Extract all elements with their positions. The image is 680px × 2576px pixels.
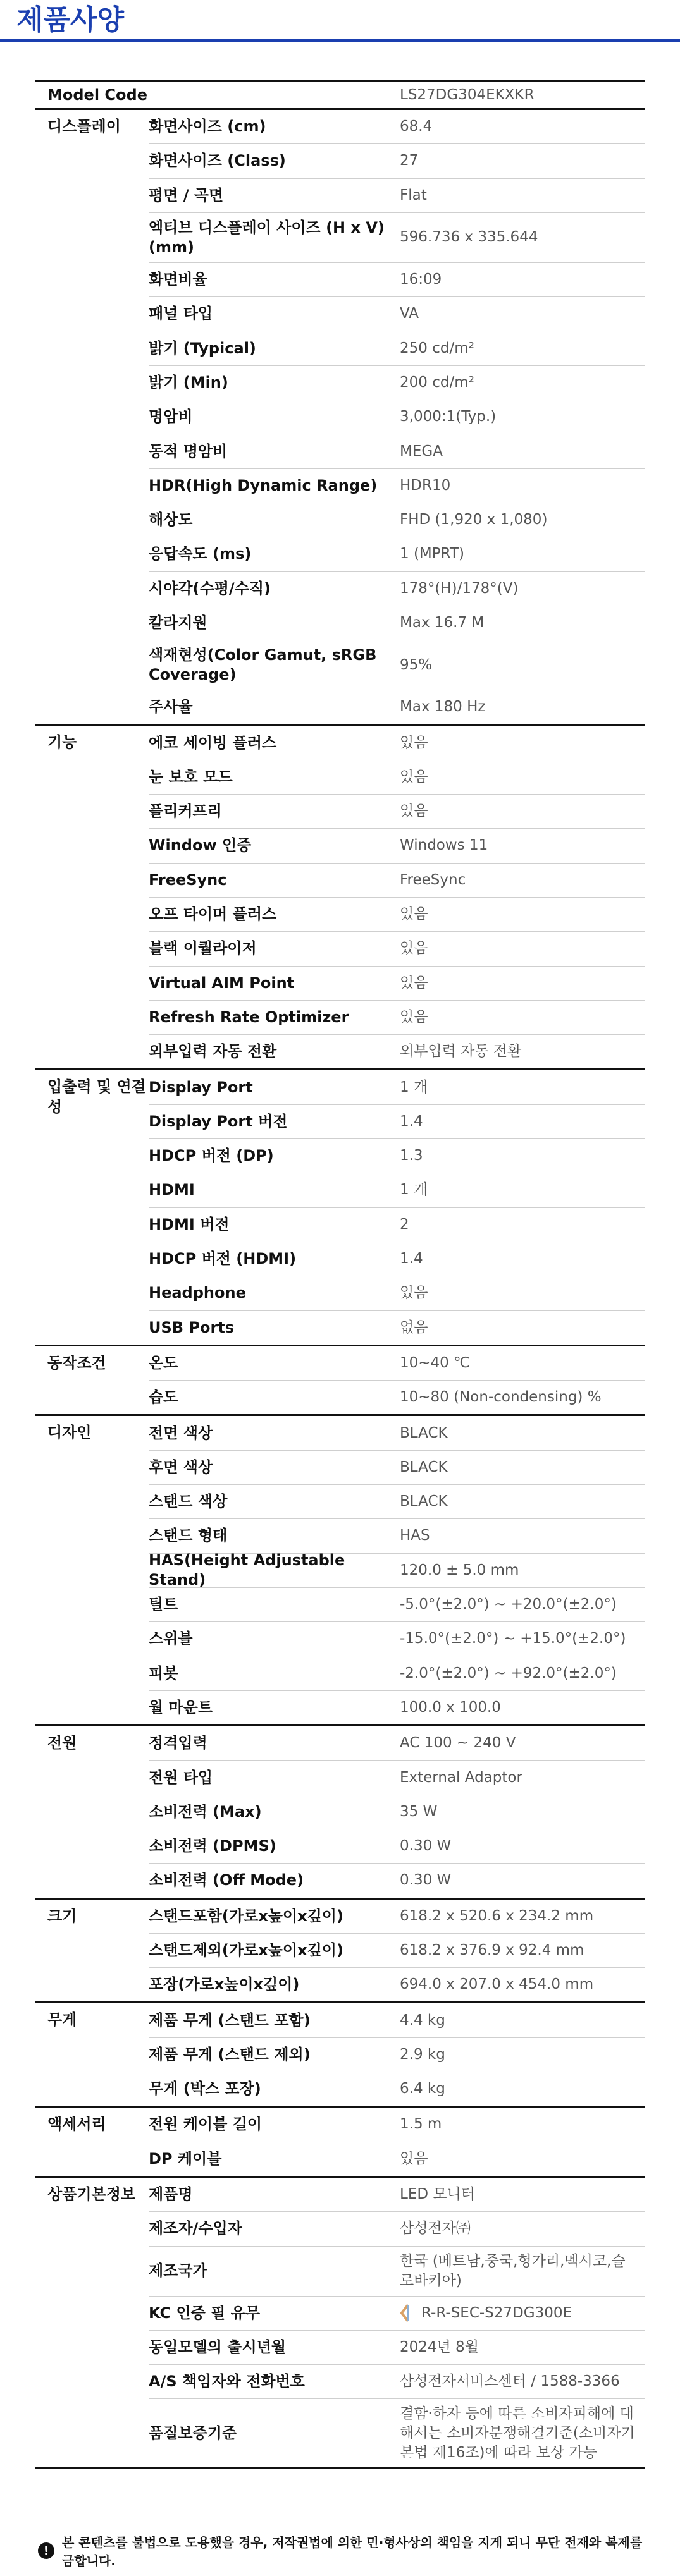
title-divider — [0, 39, 680, 42]
spec-value: 없음 — [400, 1319, 428, 1336]
spec-label: 해상도 — [149, 511, 193, 529]
spec-group — [35, 108, 645, 724]
spec-label: 화면사이즈 (cm) — [149, 118, 266, 136]
model-code-label: Model Code — [47, 86, 147, 104]
spec-value: -2.0°(±2.0°) ~ +92.0°(±2.0°) — [400, 1664, 617, 1682]
spec-row — [149, 828, 645, 862]
spec-value: 100.0 x 100.0 — [400, 1699, 501, 1716]
spec-value: 있음 — [400, 1008, 428, 1025]
page-title: 제품사양 — [16, 4, 125, 36]
spec-value: 있음 — [400, 768, 428, 785]
spec-value: BLACK — [400, 1424, 448, 1441]
spec-label: 월 마운트 — [149, 1698, 213, 1716]
spec-value: 6.4 kg — [400, 2080, 445, 2097]
spec-value: 2 — [400, 1216, 409, 1233]
spec-value: 1 개 — [400, 1181, 428, 1199]
spec-row — [149, 2296, 645, 2330]
spec-value: 2024년 8월 — [400, 2338, 479, 2355]
spec-category: 디스플레이 — [47, 118, 121, 135]
spec-group — [35, 1898, 645, 2002]
spec-row — [149, 2108, 645, 2141]
spec-group — [35, 1414, 645, 1724]
spec-row — [149, 571, 645, 606]
spec-category: 동작조건 — [47, 1353, 106, 1372]
spec-row — [149, 1656, 645, 1690]
spec-label: 제품명 — [149, 2185, 193, 2204]
spec-row — [149, 1933, 645, 1967]
spec-row — [149, 1173, 645, 1207]
copyright-notice — [38, 2532, 658, 2569]
model-code-row — [35, 80, 645, 108]
spec-row — [149, 2398, 645, 2467]
spec-value: 120.0 ± 5.0 mm — [400, 1561, 519, 1578]
spec-label: Virtual AIM Point — [149, 974, 295, 992]
spec-value: 삼성전자㈜ — [400, 2220, 471, 2237]
spec-label: 습도 — [149, 1388, 178, 1407]
spec-label: 스탠드제외(가로x높이x깊이) — [149, 1941, 343, 1959]
spec-label: KC 인증 필 유무 — [149, 2304, 261, 2322]
spec-value: Max 180 Hz — [400, 699, 486, 716]
spec-label: 명암비 — [149, 408, 193, 426]
spec-row — [149, 331, 645, 365]
spec-label: Headphone — [149, 1284, 246, 1302]
spec-row — [149, 1207, 645, 1242]
spec-row — [149, 1760, 645, 1794]
spec-value: HAS — [400, 1527, 430, 1544]
spec-value: External Adaptor — [400, 1769, 522, 1786]
spec-row — [149, 966, 645, 1000]
spec-label: 온도 — [149, 1353, 178, 1372]
spec-value: 있음 — [400, 1285, 428, 1302]
spec-label: 소비전력 (DPMS) — [149, 1837, 276, 1855]
spec-row — [149, 1416, 645, 1450]
spec-label: FreeSync — [149, 870, 227, 889]
spec-value: 1.3 — [400, 1147, 423, 1164]
spec-value: 있음 — [400, 906, 428, 923]
spec-label: 피봇 — [149, 1664, 178, 1682]
spec-value: 있음 — [400, 974, 428, 991]
spec-label: A/S 책임자와 전화번호 — [149, 2372, 305, 2391]
spec-label: HDCP 버전 (DP) — [149, 1147, 274, 1165]
spec-row — [149, 468, 645, 503]
spec-row — [149, 1967, 645, 2001]
spec-label: 스탠드 색상 — [149, 1492, 228, 1511]
spec-label: 플리커프리 — [149, 802, 222, 821]
spec-label: HDMI 버전 — [149, 1215, 230, 1233]
spec-value: 외부입력 자동 전환 — [400, 1043, 522, 1060]
spec-value: 3,000:1(Typ.) — [400, 408, 497, 425]
spec-label: 제조국가 — [149, 2262, 207, 2280]
spec-label: USB Ports — [149, 1318, 235, 1336]
spec-label: 시야각(수평/수직) — [149, 579, 271, 597]
spec-label: 포장(가로x높이x깊이) — [149, 1975, 300, 1994]
spec-label: HDCP 버전 (HDMI) — [149, 1250, 297, 1268]
spec-row — [149, 503, 645, 537]
spec-row — [149, 400, 645, 434]
spec-value: 95% — [400, 656, 433, 673]
spec-value: 596.736 x 335.644 — [400, 229, 538, 246]
spec-label: 외부입력 자동 전환 — [149, 1042, 277, 1061]
spec-value: 1 개 — [400, 1078, 428, 1096]
spec-value: 618.2 x 376.9 x 92.4 mm — [400, 1941, 584, 1958]
spec-row — [149, 931, 645, 965]
spec-row — [149, 1242, 645, 1276]
spec-row — [149, 1484, 645, 1518]
spec-row — [149, 1138, 645, 1173]
spec-label: 평면 / 곡면 — [149, 186, 224, 204]
spec-value: 1 (MPRT) — [400, 546, 464, 563]
spec-row — [149, 2211, 645, 2245]
spec-label: 엑티브 디스플레이 사이즈 (H x V) (mm) — [149, 218, 385, 256]
spec-label: 전원 타입 — [149, 1768, 213, 1786]
spec-group — [35, 1724, 645, 1897]
spec-row — [149, 143, 645, 178]
spec-label: 에코 세이빙 플러스 — [149, 733, 277, 752]
spec-row — [149, 1726, 645, 1760]
spec-category: 무게 — [47, 2011, 77, 2029]
spec-label: Window 인증 — [149, 836, 252, 855]
spec-label: 스위블 — [149, 1630, 193, 1648]
spec-row — [149, 2178, 645, 2211]
spec-row — [149, 726, 645, 759]
spec-label: 밝기 (Typical) — [149, 339, 256, 357]
spec-label: 응답속도 (ms) — [149, 545, 252, 563]
spec-label: 동일모델의 출시년월 — [149, 2338, 287, 2356]
spec-group — [35, 1345, 645, 1415]
spec-row — [149, 1795, 645, 1829]
spec-value: 35 W — [400, 1803, 438, 1820]
spec-row — [149, 863, 645, 897]
spec-label: 전원 케이블 길이 — [149, 2115, 262, 2133]
spec-value: AC 100 ~ 240 V — [400, 1735, 516, 1752]
spec-row — [149, 1070, 645, 1104]
model-code-value: LS27DG304EKXKR — [400, 87, 535, 103]
spec-label: 전면 색상 — [149, 1424, 213, 1442]
spec-label: Display Port 버전 — [149, 1112, 288, 1130]
spec-row — [149, 1621, 645, 1656]
spec-row — [149, 2003, 645, 2037]
spec-table — [35, 80, 645, 2469]
spec-value: Windows 11 — [400, 837, 488, 854]
spec-row — [149, 1587, 645, 1621]
spec-group — [35, 2106, 645, 2176]
spec-value: 있음 — [400, 2150, 428, 2167]
spec-label: 패널 타입 — [149, 305, 213, 323]
spec-row — [149, 1104, 645, 1138]
spec-value: HDR10 — [400, 477, 451, 494]
spec-row — [149, 794, 645, 828]
spec-row — [149, 110, 645, 143]
spec-value: 16:09 — [400, 271, 442, 288]
spec-value: 694.0 x 207.0 x 454.0 mm — [400, 1976, 594, 1993]
spec-label: 색재현성(Color Gamut, sRGB Coverage) — [149, 646, 377, 684]
spec-row — [149, 1829, 645, 1863]
spec-label: 틸트 — [149, 1596, 178, 1614]
spec-label: 소비전력 (Off Mode) — [149, 1871, 304, 1889]
spec-label: 화면사이즈 (Class) — [149, 152, 286, 170]
spec-group — [35, 2001, 645, 2106]
spec-label: 후면 색상 — [149, 1458, 213, 1476]
spec-label: 제조자/수입자 — [149, 2219, 242, 2238]
notice-text: 본 콘텐츠를 불법으로 도용했을 경우, 저작권법에 의한 민·형사상의 책임을 지게 되니 무단 전재와 복제를 금합니다. — [62, 2535, 643, 2568]
spec-value: 0.30 W — [400, 1838, 452, 1855]
spec-row — [149, 1000, 645, 1034]
spec-row — [149, 2142, 645, 2176]
spec-value: 27 — [400, 152, 419, 169]
spec-group — [35, 724, 645, 1068]
spec-category: 상품기본정보 — [47, 2185, 136, 2203]
spec-label: 스탠드포함(가로x높이x깊이) — [149, 1907, 343, 1925]
spec-label: HDR(High Dynamic Range) — [149, 476, 378, 494]
spec-value: 618.2 x 520.6 x 234.2 mm — [400, 1907, 594, 1924]
spec-row — [149, 1450, 645, 1484]
spec-value: 있음 — [400, 803, 428, 820]
spec-category: 디자인 — [47, 1424, 92, 1442]
spec-value: -5.0°(±2.0°) ~ +20.0°(±2.0°) — [400, 1596, 617, 1613]
spec-value: 1.4 — [400, 1250, 423, 1267]
spec-value: LED 모니터 — [400, 2186, 476, 2203]
spec-row — [149, 296, 645, 331]
spec-label: 주사율 — [149, 698, 193, 716]
spec-label: 블랙 이퀄라이저 — [149, 939, 257, 958]
spec-value — [400, 2297, 645, 2330]
spec-category: 전원 — [47, 1734, 77, 1752]
spec-label: DP 케이블 — [149, 2149, 222, 2168]
spec-label: 스탠드 형태 — [149, 1527, 228, 1545]
spec-label: 눈 보호 모드 — [149, 767, 233, 786]
spec-value: FHD (1,920 x 1,080) — [400, 511, 548, 528]
spec-value: FreeSync — [400, 871, 466, 888]
spec-value: VA — [400, 305, 419, 322]
spec-row — [149, 365, 645, 400]
spec-row — [149, 262, 645, 296]
spec-category: 기능 — [47, 733, 77, 752]
spec-label: 정격입력 — [149, 1734, 207, 1752]
spec-group — [35, 2176, 645, 2469]
spec-row — [149, 2330, 645, 2364]
spec-value: 10~80 (Non-condensing) % — [400, 1389, 602, 1406]
spec-row — [149, 537, 645, 571]
spec-value: 68.4 — [400, 118, 433, 135]
spec-label: Refresh Rate Optimizer — [149, 1008, 349, 1026]
spec-value: 한국 (베트남,중국,헝가리,멕시코,슬로바키아) — [400, 2252, 626, 2289]
spec-row — [149, 1034, 645, 1068]
spec-row — [149, 1690, 645, 1724]
spec-row — [149, 2364, 645, 2398]
spec-value: 250 cd/m² — [400, 339, 474, 357]
spec-row — [149, 1310, 645, 1345]
spec-category: 크기 — [47, 1907, 77, 1925]
spec-value: 10~40 ℃ — [400, 1354, 470, 1371]
spec-row — [149, 760, 645, 794]
spec-label: 소비전력 (Max) — [149, 1802, 262, 1821]
spec-label: 칼라지원 — [149, 614, 207, 632]
spec-row — [149, 1900, 645, 1933]
spec-value: 있음 — [400, 940, 428, 957]
spec-row — [149, 2072, 645, 2106]
spec-row — [149, 2037, 645, 2072]
spec-label: 화면비율 — [149, 271, 207, 289]
spec-value: -15.0°(±2.0°) ~ +15.0°(±2.0°) — [400, 1630, 626, 1647]
spec-value: 1.4 — [400, 1113, 423, 1130]
spec-value: BLACK — [400, 1458, 448, 1475]
spec-value: 4.4 kg — [400, 2011, 445, 2029]
spec-label: 제품 무게 (스탠드 제외) — [149, 2045, 311, 2063]
spec-row — [149, 1276, 645, 1310]
kc-number: R-R-SEC-S27DG300E — [421, 2304, 572, 2321]
spec-row — [149, 640, 645, 690]
spec-label: 제품 무게 (스탠드 포함) — [149, 2011, 311, 2029]
spec-value: 178°(H)/178°(V) — [400, 580, 519, 597]
spec-row — [149, 2246, 645, 2296]
spec-category: 입출력 및 연결성 — [47, 1078, 146, 1116]
spec-row — [149, 434, 645, 468]
spec-value: 결함·하자 등에 따른 소비자피해에 대해서는 소비자분쟁해결기준(소비자기본법 제16조)에 따라 보상 가능 — [400, 2405, 635, 2461]
warning-icon: ! — [38, 2542, 54, 2559]
spec-row — [149, 690, 645, 724]
spec-value: BLACK — [400, 1493, 448, 1510]
spec-value: 200 cd/m² — [400, 374, 474, 391]
spec-label: HAS(Height Adjustable Stand) — [149, 1551, 345, 1589]
spec-label: 밝기 (Min) — [149, 373, 228, 391]
spec-value: 0.30 W — [400, 1872, 452, 1889]
spec-label: 무게 (박스 포장) — [149, 2080, 261, 2098]
spec-value: MEGA — [400, 443, 443, 460]
spec-label: HDMI — [149, 1181, 195, 1199]
spec-row — [149, 178, 645, 212]
spec-row — [149, 1863, 645, 1897]
spec-row — [149, 212, 645, 262]
spec-value: 2.9 kg — [400, 2046, 445, 2063]
kc-mark-icon — [400, 2304, 416, 2323]
spec-value: Flat — [400, 186, 427, 204]
spec-value: Max 16.7 M — [400, 614, 485, 631]
spec-label: 오프 타이머 플러스 — [149, 905, 277, 924]
spec-value: 1.5 m — [400, 2116, 442, 2133]
spec-row — [149, 897, 645, 931]
spec-category: 액세서리 — [47, 2115, 106, 2133]
spec-label: 동적 명암비 — [149, 442, 228, 460]
spec-label: Display Port — [149, 1078, 253, 1096]
spec-row — [149, 606, 645, 640]
spec-row — [149, 1380, 645, 1414]
spec-label: 품질보증기준 — [149, 2424, 237, 2442]
spec-value: 있음 — [400, 734, 428, 751]
spec-row — [149, 1553, 645, 1587]
spec-value: 삼성전자서비스센터 / 1588-3366 — [400, 2373, 620, 2390]
spec-row — [149, 1518, 645, 1553]
spec-row — [149, 1346, 645, 1380]
spec-group — [35, 1068, 645, 1344]
